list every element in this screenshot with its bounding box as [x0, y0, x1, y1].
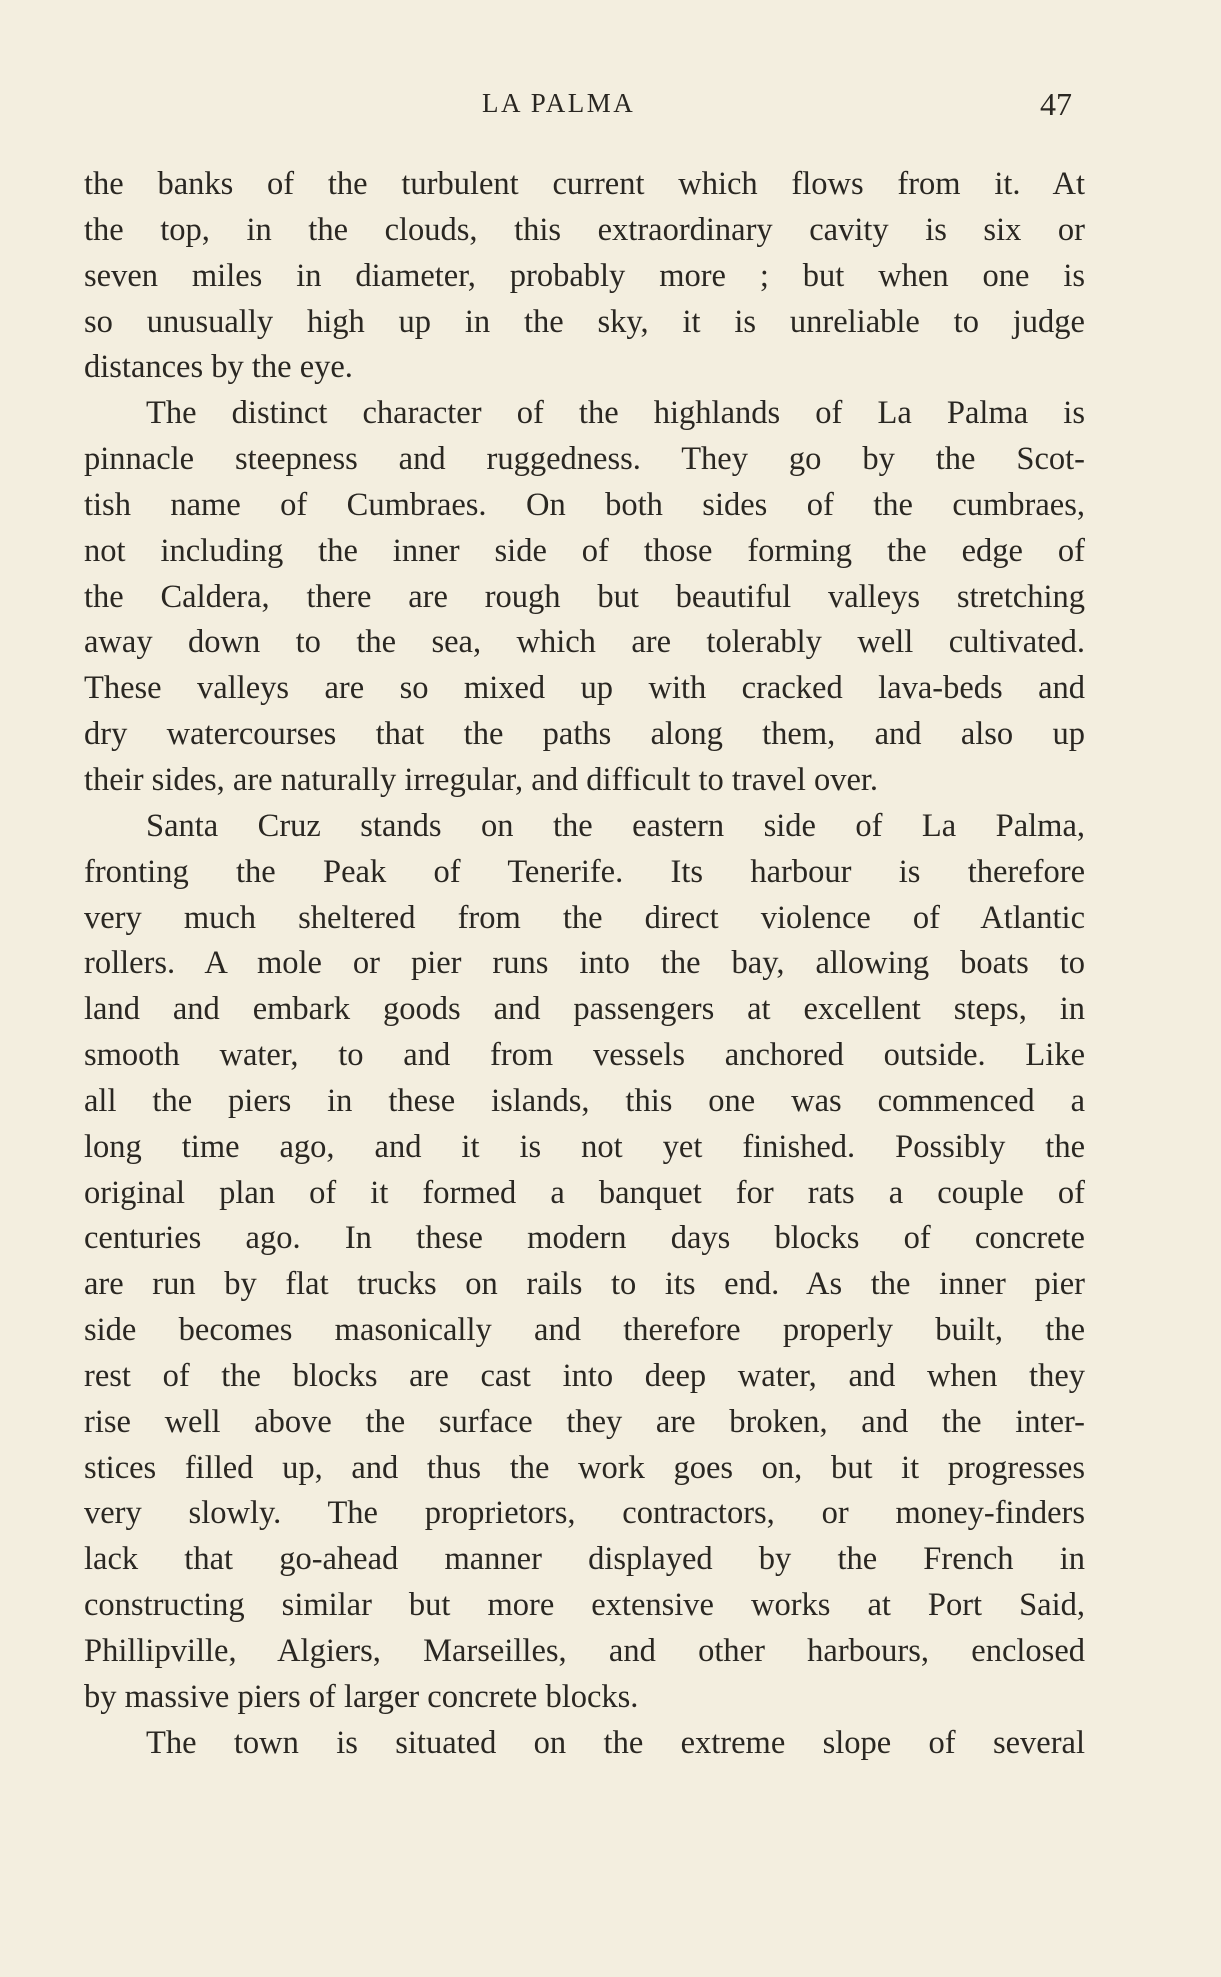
text-line: fronting the Peak of Tenerife. Its harbour is therefore — [84, 853, 1085, 890]
text-line: tish name of Cumbraes. On both sides of the cumbraes, — [84, 486, 1085, 523]
text-line: lack that go-ahead manner displayed by the French in — [84, 1541, 1085, 1578]
text-line: side becomes masonically and therefore properly built, the — [84, 1312, 1085, 1349]
text-line: constructing similar but more extensive works at Port Said, — [84, 1587, 1085, 1624]
text-line: the banks of the turbulent current which flows from it. At — [84, 166, 1085, 202]
text-line: land and embark goods and passengers at excellent steps, in — [84, 991, 1085, 1028]
text-line: so unusually high up in the sky, it is unreliable to judge — [84, 303, 1085, 340]
text-line: rest of the blocks are cast into deep water, and when they — [84, 1357, 1085, 1394]
text-line: pinnacle steepness and ruggedness. They go by the Scot- — [84, 441, 1085, 478]
text-line: centuries ago. In these modern days blocks of concrete — [84, 1220, 1085, 1257]
text-line: Santa Cruz stands on the eastern side of La Palma, — [146, 807, 1085, 844]
text-line: original plan of it formed a banquet for rats a couple of — [84, 1174, 1085, 1211]
text-line: long time ago, and it is not yet finished. Possibly the — [84, 1128, 1085, 1165]
text-line: distances by the eye. — [84, 349, 353, 386]
text-line: not including the inner side of those forming the edge of — [84, 532, 1085, 569]
text-line: very slowly. The proprietors, contractors, or money-finders — [84, 1495, 1085, 1532]
text-line: by massive piers of larger concrete blocks. — [84, 1678, 639, 1715]
text-line: all the piers in these islands, this one was commenced a — [84, 1082, 1085, 1119]
text-line: are run by flat trucks on rails to its end. As the inner pier — [84, 1266, 1085, 1303]
body-text — [84, 162, 1085, 1767]
text-line: rollers. A mole or pier runs into the bay, allowing boats to — [84, 945, 1085, 982]
text-line: very much sheltered from the direct violence of Atlantic — [84, 899, 1085, 936]
text-line: These valleys are so mixed up with cracked lava-beds and — [84, 670, 1085, 707]
text-line: stices filled up, and thus the work goes on, but it progresses — [84, 1449, 1085, 1486]
text-line: the Caldera, there are rough but beautiful valleys stretching — [84, 578, 1085, 615]
text-line: seven miles in diameter, probably more ; but when one is — [84, 257, 1085, 294]
text-line: dry watercourses that the paths along them, and also up — [84, 716, 1085, 753]
running-head — [0, 88, 1221, 128]
page-number: 47 — [1040, 86, 1072, 122]
text-line: rise well above the surface they are broken, and the inter- — [84, 1403, 1085, 1440]
running-title: LA PALMA — [482, 88, 636, 118]
text-line: their sides, are naturally irregular, and difficult to travel over. — [84, 761, 879, 798]
text-line: smooth water, to and from vessels anchored outside. Like — [84, 1037, 1085, 1074]
text-line: Phillipville, Algiers, Marseilles, and other harbours, enclosed — [84, 1633, 1085, 1669]
text-line: The distinct character of the highlands of La Palma is — [146, 395, 1085, 432]
text-line: away down to the sea, which are tolerably well cultivated. — [84, 624, 1085, 661]
text-line: the top, in the clouds, this extraordinary cavity is six or — [84, 211, 1085, 248]
text-line: The town is situated on the extreme slope of several — [146, 1724, 1085, 1761]
